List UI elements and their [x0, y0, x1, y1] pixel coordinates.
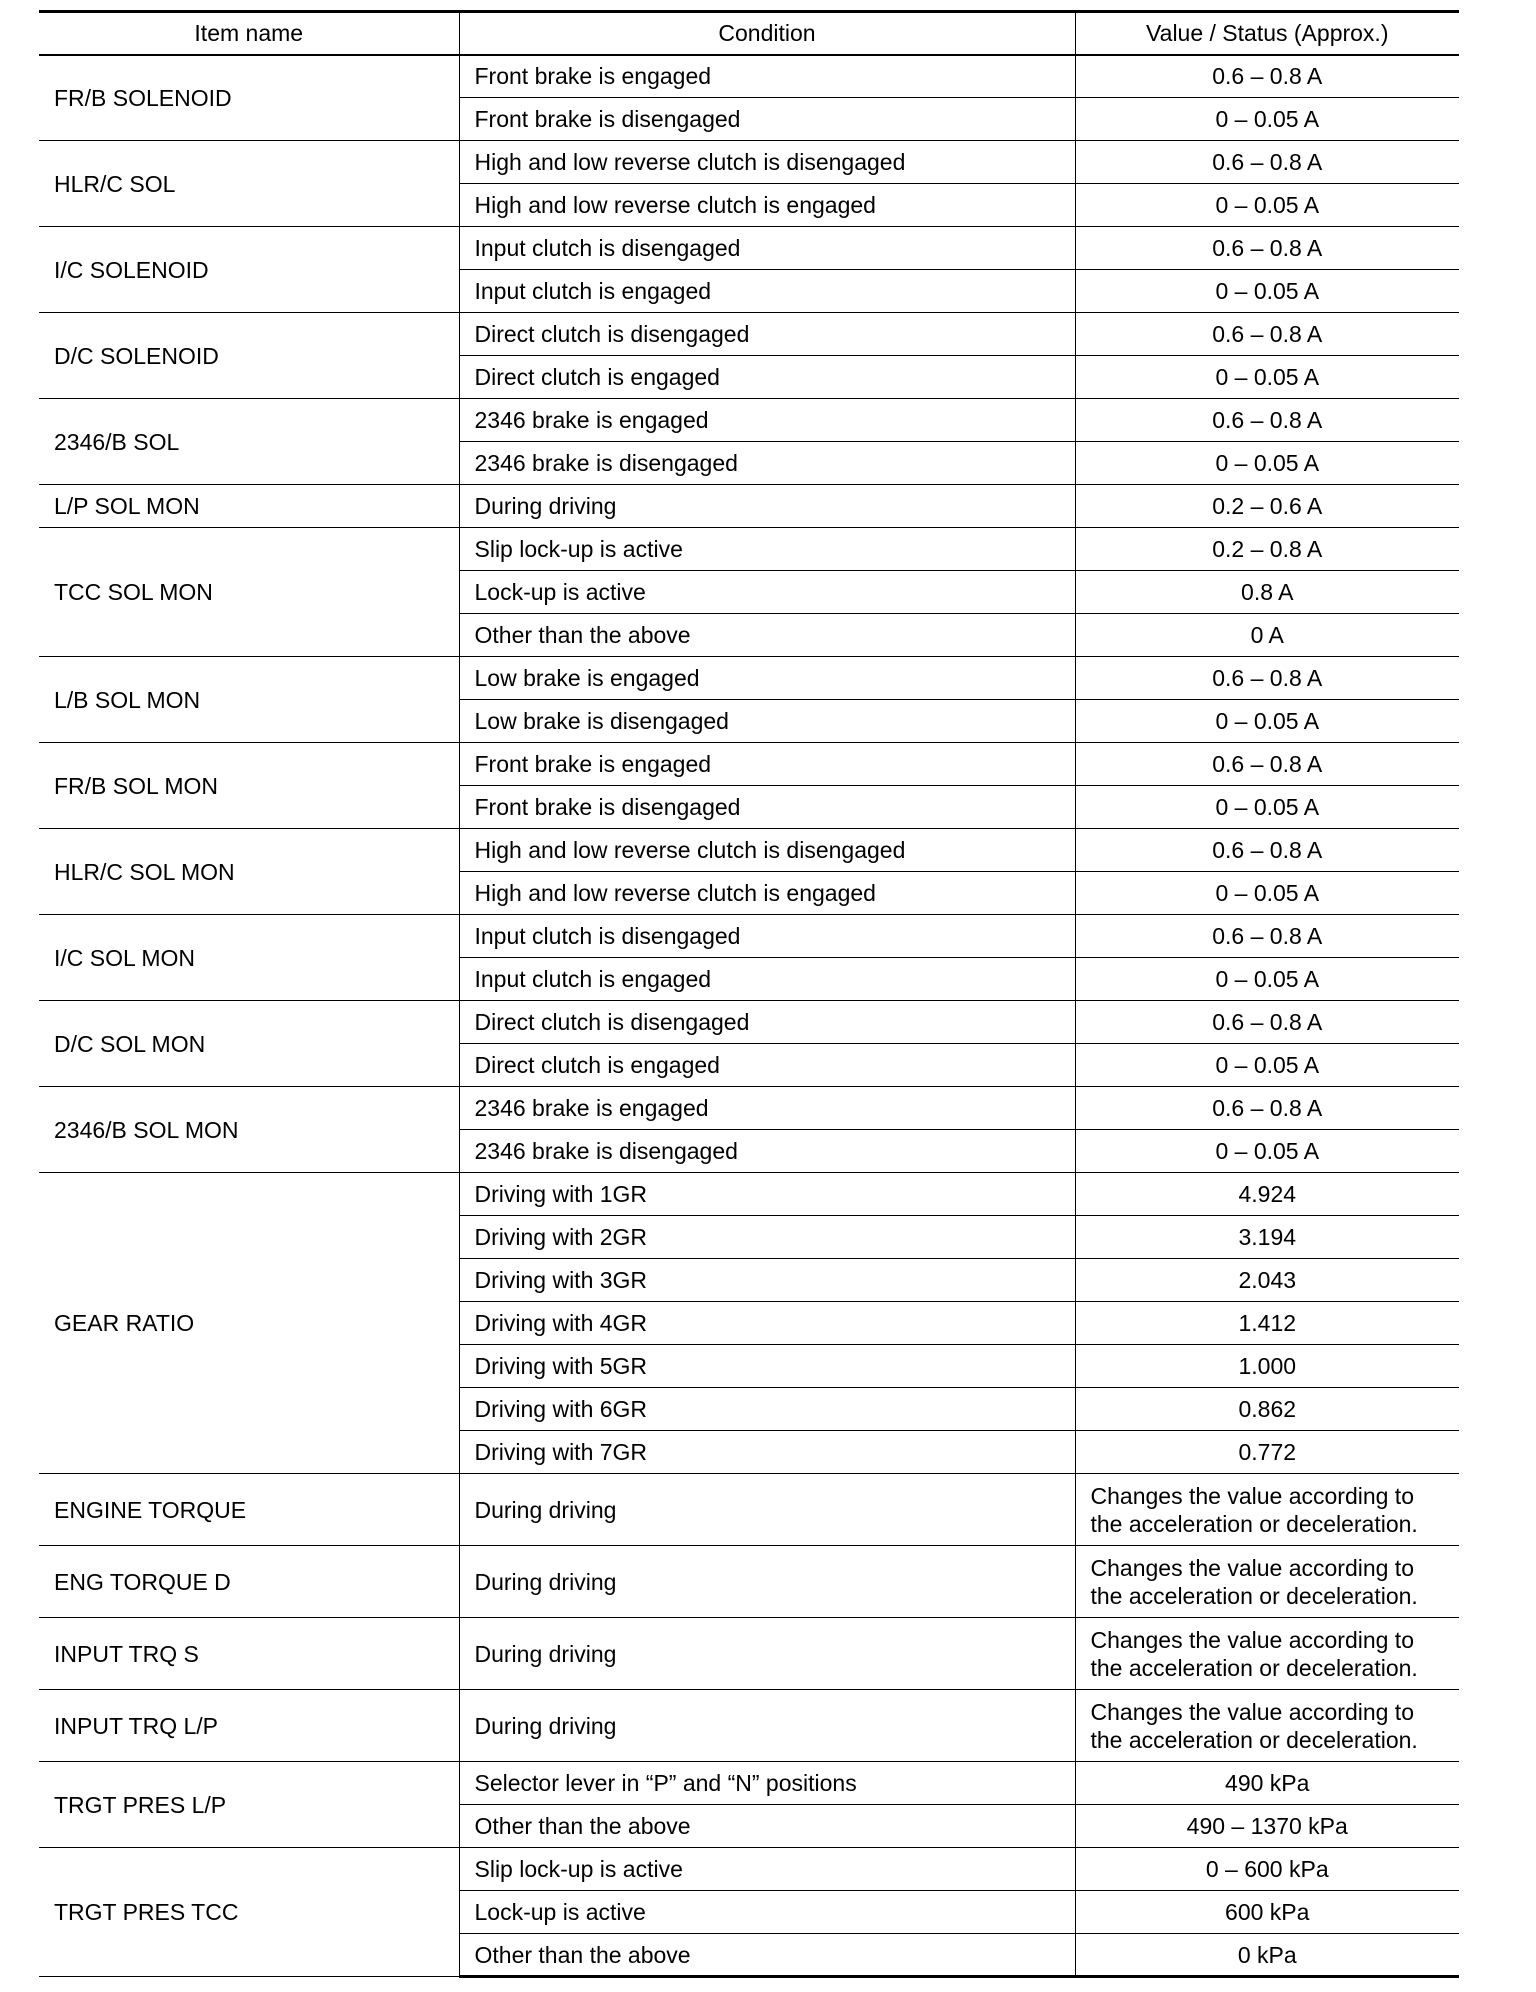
- item-name-cell: D/C SOL MON: [39, 1001, 459, 1087]
- condition-cell: Input clutch is disengaged: [459, 227, 1075, 270]
- item-name-cell: ENG TORQUE D: [39, 1546, 459, 1618]
- table-row: [39, 743, 1459, 786]
- header-item-name: Item name: [39, 12, 459, 55]
- condition-cell: Other than the above: [459, 1934, 1075, 1977]
- condition-cell: During driving: [459, 1546, 1075, 1618]
- table-row: [39, 1618, 1459, 1690]
- value-status-cell: 2.043: [1075, 1259, 1459, 1302]
- value-status-cell: 0.8 A: [1075, 571, 1459, 614]
- value-status-cell: 0.2 – 0.6 A: [1075, 485, 1459, 528]
- condition-cell: 2346 brake is disengaged: [459, 1130, 1075, 1173]
- condition-cell: Slip lock-up is active: [459, 1848, 1075, 1891]
- value-status-cell: 0.6 – 0.8 A: [1075, 915, 1459, 958]
- item-name-cell: GEAR RATIO: [39, 1173, 459, 1474]
- data-monitor-table: [39, 10, 1459, 1978]
- value-status-cell: 4.924: [1075, 1173, 1459, 1216]
- value-status-cell: 1.412: [1075, 1302, 1459, 1345]
- table-row: [39, 1474, 1459, 1546]
- table-row: [39, 1762, 1459, 1805]
- table-row: [39, 55, 1459, 98]
- condition-cell: Input clutch is engaged: [459, 958, 1075, 1001]
- value-status-cell: 0 – 0.05 A: [1075, 958, 1459, 1001]
- table-row: [39, 528, 1459, 571]
- item-name-cell: ENGINE TORQUE: [39, 1474, 459, 1546]
- value-status-cell: 0.6 – 0.8 A: [1075, 829, 1459, 872]
- header-condition: Condition: [459, 12, 1075, 55]
- condition-cell: Driving with 4GR: [459, 1302, 1075, 1345]
- item-name-cell: INPUT TRQ S: [39, 1618, 459, 1690]
- condition-cell: During driving: [459, 1618, 1075, 1690]
- condition-cell: High and low reverse clutch is disengaged: [459, 141, 1075, 184]
- value-status-cell: 3.194: [1075, 1216, 1459, 1259]
- value-status-cell: 0 – 0.05 A: [1075, 700, 1459, 743]
- value-status-cell: Changes the value according to the acceleration or deceleration.: [1075, 1474, 1459, 1546]
- value-status-cell: 0 – 0.05 A: [1075, 98, 1459, 141]
- item-name-cell: HLR/C SOL: [39, 141, 459, 227]
- table-row: [39, 1546, 1459, 1618]
- item-name-cell: HLR/C SOL MON: [39, 829, 459, 915]
- condition-cell: Driving with 6GR: [459, 1388, 1075, 1431]
- value-status-cell: 0 – 0.05 A: [1075, 872, 1459, 915]
- value-status-cell: 0 – 0.05 A: [1075, 270, 1459, 313]
- value-status-cell: 0.6 – 0.8 A: [1075, 55, 1459, 98]
- value-status-cell: 1.000: [1075, 1345, 1459, 1388]
- condition-cell: Input clutch is disengaged: [459, 915, 1075, 958]
- item-name-cell: 2346/B SOL MON: [39, 1087, 459, 1173]
- condition-cell: Low brake is disengaged: [459, 700, 1075, 743]
- item-name-cell: L/P SOL MON: [39, 485, 459, 528]
- value-status-cell: 0.6 – 0.8 A: [1075, 1001, 1459, 1044]
- table-row: [39, 829, 1459, 872]
- condition-cell: Direct clutch is engaged: [459, 356, 1075, 399]
- condition-cell: 2346 brake is engaged: [459, 1087, 1075, 1130]
- condition-cell: Direct clutch is disengaged: [459, 313, 1075, 356]
- table-row: [39, 1848, 1459, 1891]
- condition-cell: Slip lock-up is active: [459, 528, 1075, 571]
- condition-cell: 2346 brake is disengaged: [459, 442, 1075, 485]
- table-row: [39, 1690, 1459, 1762]
- value-status-cell: 0 – 0.05 A: [1075, 786, 1459, 829]
- value-status-cell: 0 – 0.05 A: [1075, 356, 1459, 399]
- table-row: [39, 313, 1459, 356]
- table-row: [39, 227, 1459, 270]
- condition-cell: High and low reverse clutch is disengaged: [459, 829, 1075, 872]
- condition-cell: Low brake is engaged: [459, 657, 1075, 700]
- condition-cell: Other than the above: [459, 614, 1075, 657]
- condition-cell: Direct clutch is disengaged: [459, 1001, 1075, 1044]
- item-name-cell: TRGT PRES TCC: [39, 1848, 459, 1977]
- value-status-cell: 0 – 0.05 A: [1075, 184, 1459, 227]
- item-name-cell: FR/B SOL MON: [39, 743, 459, 829]
- value-status-cell: 0.772: [1075, 1431, 1459, 1474]
- value-status-cell: 0 kPa: [1075, 1934, 1459, 1977]
- item-name-cell: L/B SOL MON: [39, 657, 459, 743]
- value-status-cell: Changes the value according to the acceleration or deceleration.: [1075, 1690, 1459, 1762]
- value-status-cell: 0.862: [1075, 1388, 1459, 1431]
- condition-cell: Selector lever in “P” and “N” positions: [459, 1762, 1075, 1805]
- value-status-cell: 0 – 600 kPa: [1075, 1848, 1459, 1891]
- condition-cell: Input clutch is engaged: [459, 270, 1075, 313]
- value-status-cell: Changes the value according to the acceleration or deceleration.: [1075, 1546, 1459, 1618]
- value-status-cell: 600 kPa: [1075, 1891, 1459, 1934]
- value-status-cell: 0.6 – 0.8 A: [1075, 227, 1459, 270]
- condition-cell: Driving with 1GR: [459, 1173, 1075, 1216]
- item-name-cell: FR/B SOLENOID: [39, 55, 459, 141]
- condition-cell: During driving: [459, 1690, 1075, 1762]
- condition-cell: 2346 brake is engaged: [459, 399, 1075, 442]
- condition-cell: Driving with 7GR: [459, 1431, 1075, 1474]
- table-row: [39, 399, 1459, 442]
- condition-cell: Lock-up is active: [459, 1891, 1075, 1934]
- value-status-cell: 0.2 – 0.8 A: [1075, 528, 1459, 571]
- condition-cell: Front brake is disengaged: [459, 786, 1075, 829]
- value-status-cell: 490 kPa: [1075, 1762, 1459, 1805]
- table-row: [39, 141, 1459, 184]
- item-name-cell: INPUT TRQ L/P: [39, 1690, 459, 1762]
- condition-cell: High and low reverse clutch is engaged: [459, 872, 1075, 915]
- table-row: [39, 1087, 1459, 1130]
- condition-cell: Driving with 2GR: [459, 1216, 1075, 1259]
- value-status-cell: 0 – 0.05 A: [1075, 442, 1459, 485]
- value-status-cell: 0.6 – 0.8 A: [1075, 657, 1459, 700]
- condition-cell: During driving: [459, 485, 1075, 528]
- table-row: [39, 657, 1459, 700]
- condition-cell: Front brake is disengaged: [459, 98, 1075, 141]
- table-header-row: [39, 12, 1459, 55]
- value-status-cell: 0 – 0.05 A: [1075, 1044, 1459, 1087]
- table-body: [39, 55, 1459, 1977]
- item-name-cell: I/C SOL MON: [39, 915, 459, 1001]
- item-name-cell: D/C SOLENOID: [39, 313, 459, 399]
- item-name-cell: TCC SOL MON: [39, 528, 459, 657]
- condition-cell: Driving with 3GR: [459, 1259, 1075, 1302]
- condition-cell: During driving: [459, 1474, 1075, 1546]
- value-status-cell: 490 – 1370 kPa: [1075, 1805, 1459, 1848]
- value-status-cell: 0.6 – 0.8 A: [1075, 1087, 1459, 1130]
- table-row: [39, 915, 1459, 958]
- value-status-cell: 0 – 0.05 A: [1075, 1130, 1459, 1173]
- condition-cell: Front brake is engaged: [459, 55, 1075, 98]
- table-row: [39, 485, 1459, 528]
- item-name-cell: 2346/B SOL: [39, 399, 459, 485]
- item-name-cell: TRGT PRES L/P: [39, 1762, 459, 1848]
- condition-cell: Driving with 5GR: [459, 1345, 1075, 1388]
- value-status-cell: Changes the value according to the acceleration or deceleration.: [1075, 1618, 1459, 1690]
- table-row: [39, 1001, 1459, 1044]
- condition-cell: Direct clutch is engaged: [459, 1044, 1075, 1087]
- value-status-cell: 0 A: [1075, 614, 1459, 657]
- header-value-status: Value / Status (Approx.): [1075, 12, 1459, 55]
- value-status-cell: 0.6 – 0.8 A: [1075, 141, 1459, 184]
- condition-cell: Other than the above: [459, 1805, 1075, 1848]
- value-status-cell: 0.6 – 0.8 A: [1075, 399, 1459, 442]
- table-row: [39, 1173, 1459, 1216]
- condition-cell: Lock-up is active: [459, 571, 1075, 614]
- condition-cell: Front brake is engaged: [459, 743, 1075, 786]
- value-status-cell: 0.6 – 0.8 A: [1075, 743, 1459, 786]
- item-name-cell: I/C SOLENOID: [39, 227, 459, 313]
- value-status-cell: 0.6 – 0.8 A: [1075, 313, 1459, 356]
- condition-cell: High and low reverse clutch is engaged: [459, 184, 1075, 227]
